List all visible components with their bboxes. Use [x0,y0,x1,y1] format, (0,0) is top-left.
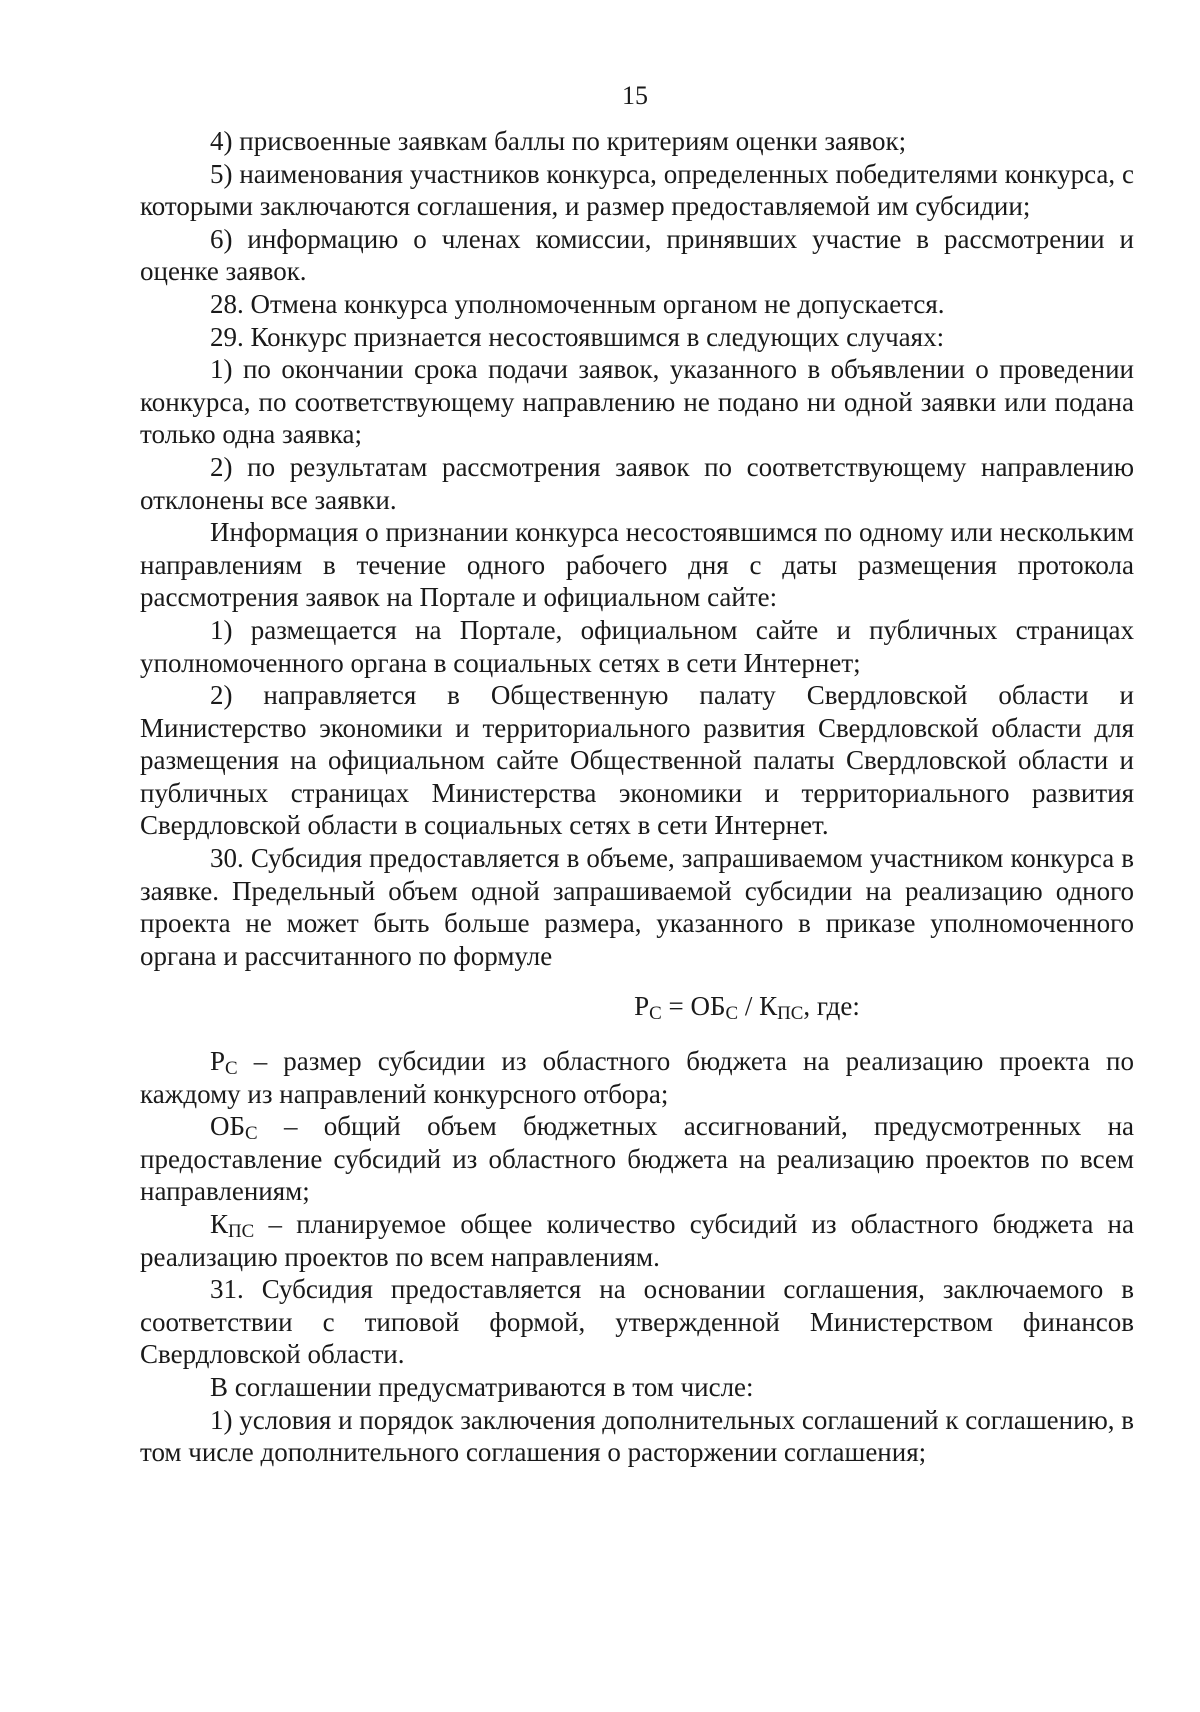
formula-rc-sub: С [649,1003,662,1025]
paragraph-clause-29-item-2: 2) по результатам рассмотрения заявок по соответствующему направлению отклонены все заявки. [140,451,1134,515]
paragraph-information-item-1: 1) размещается на Портале, официальном сайте и публичных страницах уполномоченного органа в социальных сетях в сети Интернет; [140,614,1134,678]
definition-kpc [140,1208,1134,1273]
definition-rc [140,1045,1134,1110]
formula-kpc: К [759,991,778,1022]
definition-obc-sub: С [245,1122,258,1144]
formula [140,990,1134,1023]
paragraph-clause-29: 29. Конкурс признается несостоявшимся в следующих случаях: [210,321,945,352]
definition-kpc-text: – планируемое общее количество субсидий из областного бюджета на реализацию проектов по всем направлениям. [140,1209,1134,1272]
definition-obc-symbol: ОБ [210,1111,246,1142]
document-body [140,125,1134,1469]
paragraph-item-5: 5) наименования участников конкурса, определенных победителями конкурса, с которыми заключаются соглашения, и размер предоставляемой им субсидии; [140,158,1134,222]
paragraph-information: Информация о признании конкурса несостоявшимся по одному или нескольким направлениям в течение одного рабочего дня с даты размещения протокола рассмотрения заявок на Портале и официальном сайте: [140,517,1134,613]
definition-rc-symbol: Р [210,1046,226,1077]
formula-div: / [738,991,760,1022]
paragraph-agreement-includes: В соглашении предусматриваются в том числе: [210,1371,754,1402]
definition-rc-text: – размер субсидии из областного бюджета на реализацию проекта по каждому из направлений конкурсного отбора; [140,1046,1134,1109]
paragraph-clause-29-item-1: 1) по окончании срока подачи заявок, указанного в объявлении о проведении конкурса, по соответствующему направлению не подано ни одной заявки или подана только одна заявка; [140,354,1134,450]
paragraph-clause-31: 31. Субсидия предоставляется на основании соглашения, заключаемого в соответствии с типовой формой, утвержденной Министерством финансов Свердловской области. [140,1274,1134,1370]
paragraph-agreement-item-1: 1) условия и порядок заключения дополнительных соглашений к соглашению, в том числе дополнительного соглашения о расторжении соглашения; [140,1404,1134,1468]
formula-tail: , где: [803,991,860,1022]
definition-rc-sub: С [225,1057,238,1079]
paragraph-clause-28: 28. Отмена конкурса уполномоченным органом не допускается. [210,288,945,319]
formula-rc: Р [634,991,650,1022]
formula-kpc-sub: ПС [777,1003,804,1025]
definition-obc-text: – общий объем бюджетных ассигнований, предусмотренных на предоставление субсидий из областного бюджета на реализацию проектов по всем направлениям; [140,1111,1134,1207]
page-number: 15 [622,81,648,110]
paragraph-information-item-2: 2) направляется в Общественную палату Свердловской области и Министерство экономики и территориального развития Свердловской области для размещения на официальном сайте Общественной палаты Свердловской области и публичных страницах Министерства экономики и территориального развития Свердловской области в социальных сетях в сети Интернет. [140,680,1134,841]
paragraph-item-4: 4) присвоенные заявкам баллы по критериям оценки заявок; [210,126,907,156]
formula-obc: ОБ [690,991,726,1022]
definition-kpc-symbol: К [210,1209,229,1239]
definition-obc [140,1110,1134,1208]
paragraph-item-6: 6) информацию о членах комиссии, принявших участие в рассмотрении и оценке заявок. [140,223,1134,287]
paragraph-clause-30: 30. Субсидия предоставляется в объеме, запрашиваемом участником конкурса в заявке. Предельный объем одной запрашиваемой субсидии на реализацию одного проекта не может быть больше размера, указанного в приказе уполномоченного органа и рассчитанного по формуле [140,843,1134,971]
formula-eq: = [661,991,691,1022]
formula-obc-sub: С [725,1003,739,1025]
definition-kpc-sub: ПС [228,1220,255,1242]
